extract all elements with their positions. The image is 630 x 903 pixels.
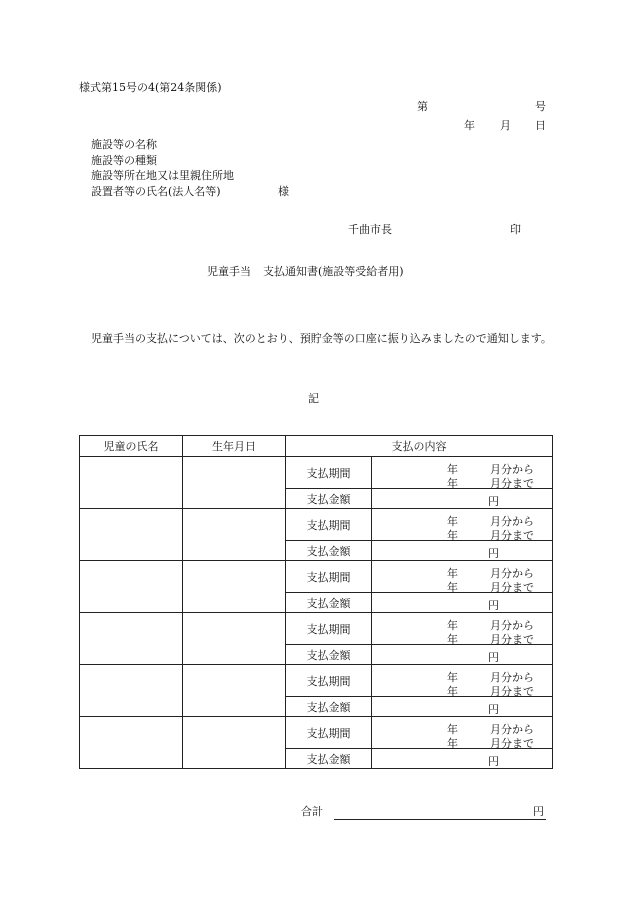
from-month: 月分から	[490, 619, 534, 632]
amount-value-cell[interactable]	[372, 697, 553, 717]
date-year-label: 年	[464, 119, 475, 132]
seal-mark: 印	[510, 223, 521, 236]
birth-date-cell[interactable]	[183, 717, 286, 769]
to-month: 月分まで	[490, 633, 534, 646]
header-birth-date: 生年月日	[183, 436, 286, 457]
period-value-cell[interactable]	[372, 457, 553, 489]
table-row-period	[80, 561, 553, 593]
child-name-cell[interactable]	[80, 561, 183, 613]
from-year: 年	[447, 619, 458, 632]
issuer-title: 千曲市長	[348, 223, 392, 236]
child-name-cell[interactable]	[80, 509, 183, 561]
amount-value-cell[interactable]	[372, 541, 553, 561]
amount-yen: 円	[488, 599, 499, 612]
child-name-cell[interactable]	[80, 665, 183, 717]
table-row-period	[80, 613, 553, 645]
birth-date-cell[interactable]	[183, 509, 286, 561]
table-row-period	[80, 509, 553, 541]
title-part2: 支払通知書(施設等受給者用)	[263, 265, 404, 278]
header-child-name: 児童の氏名	[80, 436, 183, 457]
to-year: 年	[447, 633, 458, 646]
to-year: 年	[447, 581, 458, 594]
period-label: 支払期間	[286, 613, 372, 645]
document-number-suffix: 号	[535, 100, 546, 113]
honorific: 様	[278, 184, 289, 198]
title-part1: 児童手当	[207, 265, 251, 278]
to-month: 月分まで	[490, 685, 534, 698]
table-row-period	[80, 717, 553, 749]
payment-table	[79, 435, 553, 769]
amount-yen: 円	[488, 547, 499, 560]
amount-label: 支払金額	[286, 593, 372, 613]
from-month: 月分から	[490, 463, 534, 476]
child-name-cell[interactable]	[80, 717, 183, 769]
total-label: 合計	[301, 805, 323, 818]
from-month: 月分から	[490, 671, 534, 684]
period-value-cell[interactable]	[372, 509, 553, 541]
birth-date-cell[interactable]	[183, 457, 286, 509]
period-label: 支払期間	[286, 665, 372, 697]
notice-text: 児童手当の支払については、次のとおり、預貯金等の口座に振り込みましたので通知します。	[91, 332, 552, 345]
to-month: 月分まで	[490, 737, 534, 750]
facility-address-label: 施設等所在地又は里親住所地	[91, 169, 234, 182]
period-value-cell[interactable]	[372, 561, 553, 593]
to-year: 年	[447, 685, 458, 698]
to-year: 年	[447, 529, 458, 542]
period-value-cell[interactable]	[372, 613, 553, 645]
amount-label: 支払金額	[286, 645, 372, 665]
to-month: 月分まで	[490, 477, 534, 490]
from-year: 年	[447, 723, 458, 736]
amount-value-cell[interactable]	[372, 489, 553, 509]
period-label: 支払期間	[286, 509, 372, 541]
table-header-row	[80, 436, 553, 457]
to-month: 月分まで	[490, 581, 534, 594]
period-label: 支払期間	[286, 457, 372, 489]
total-yen: 円	[533, 805, 544, 818]
to-year: 年	[447, 477, 458, 490]
period-label: 支払期間	[286, 717, 372, 749]
founder-name-label: 設置者等の氏名(法人名等)	[91, 184, 221, 198]
table-row-period	[80, 457, 553, 489]
table-row-period	[80, 665, 553, 697]
period-value-cell[interactable]	[372, 717, 553, 749]
amount-label: 支払金額	[286, 697, 372, 717]
table-body	[80, 457, 553, 769]
amount-label: 支払金額	[286, 489, 372, 509]
birth-date-cell[interactable]	[183, 613, 286, 665]
period-label: 支払期間	[286, 561, 372, 593]
facility-type-label: 施設等の種類	[91, 153, 157, 167]
form-number: 様式第15号の4(第24条関係)	[79, 81, 222, 94]
document-number-prefix: 第	[417, 100, 428, 113]
amount-yen: 円	[488, 651, 499, 664]
from-year: 年	[447, 515, 458, 528]
to-month: 月分まで	[490, 529, 534, 542]
amount-value-cell[interactable]	[372, 749, 553, 769]
amount-label: 支払金額	[286, 749, 372, 769]
from-year: 年	[447, 463, 458, 476]
date-month-label: 月	[500, 119, 511, 132]
period-value-cell[interactable]	[372, 665, 553, 697]
date-day-label: 日	[535, 119, 546, 132]
child-name-cell[interactable]	[80, 457, 183, 509]
child-name-cell[interactable]	[80, 613, 183, 665]
amount-value-cell[interactable]	[372, 645, 553, 665]
header-payment-details: 支払の内容	[286, 436, 553, 457]
total-underline[interactable]	[334, 819, 546, 820]
from-year: 年	[447, 671, 458, 684]
amount-label: 支払金額	[286, 541, 372, 561]
document-title	[207, 266, 404, 277]
birth-date-cell[interactable]	[183, 665, 286, 717]
birth-date-cell[interactable]	[183, 561, 286, 613]
from-year: 年	[447, 567, 458, 580]
facility-name-label: 施設等の名称	[91, 138, 157, 151]
ki-label: 記	[308, 392, 319, 405]
from-month: 月分から	[490, 723, 534, 736]
amount-yen: 円	[488, 755, 499, 768]
addressee-block	[91, 137, 289, 199]
amount-yen: 円	[488, 703, 499, 716]
amount-value-cell[interactable]	[372, 593, 553, 613]
to-year: 年	[447, 737, 458, 750]
from-month: 月分から	[490, 515, 534, 528]
from-month: 月分から	[490, 567, 534, 580]
amount-yen: 円	[488, 495, 499, 508]
